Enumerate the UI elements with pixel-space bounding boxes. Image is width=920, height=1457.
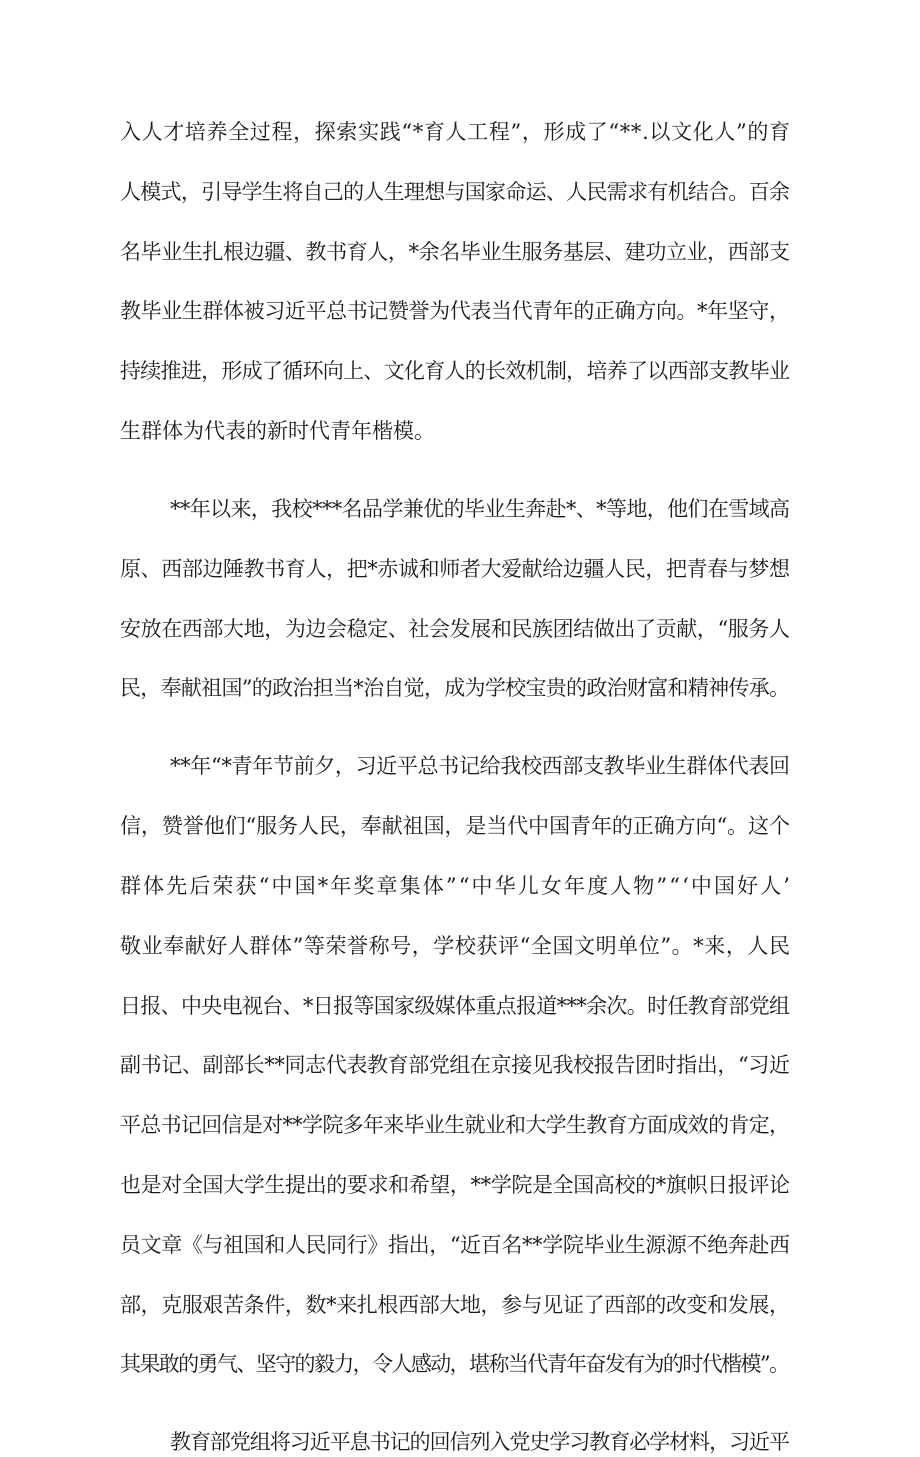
line-text: **年以来，我校***名品学兼优的毕业生奔赴*、*等地，他们在雪域高 bbox=[170, 497, 790, 521]
text-line bbox=[0, 811, 920, 841]
line-text: 副书记、副部长**同志代表教育部党组在京接见我校报告团时指出，“习近 bbox=[120, 1053, 790, 1077]
line-text: 部，克服艰苦条件，数*来扎根西部大地，参与见证了西部的改变和发展， bbox=[120, 1293, 790, 1317]
text-line bbox=[0, 1170, 920, 1200]
line-text: 员文章《与祖国和人民同行》指出，“近百名**学院毕业生源源不绝奔赴西 bbox=[120, 1233, 790, 1257]
text-line bbox=[0, 1427, 920, 1457]
text-line bbox=[0, 117, 920, 147]
text-line bbox=[0, 554, 920, 584]
text-line bbox=[0, 991, 920, 1021]
line-text: 持续推进，形成了循环向上、文化育人的长效机制，培养了以西部支教毕业 bbox=[120, 359, 790, 383]
line-text: **年“*青年节前夕，习近平总书记给我校西部支教毕业生群体代表回 bbox=[170, 754, 790, 778]
line-text: 日报、中央电视台、*日报等国家级媒体重点报道***余次。时任教育部党组 bbox=[120, 994, 790, 1018]
line-text: 其果敢的勇气、坚守的毅力，令人感动，堪称当代青年奋发有为的时代楷模”。 bbox=[120, 1352, 789, 1376]
line-text: 信，赞誉他们“服务人民，奉献祖国，是当代中国青年的正确方向“。这个 bbox=[120, 814, 790, 838]
text-line bbox=[0, 1110, 920, 1140]
text-line bbox=[0, 416, 920, 446]
line-text: 原、西部边陲教书育人，把*赤诚和师者大爱献给边疆人民，把青春与梦想 bbox=[120, 557, 790, 581]
line-text: 也是对全国大学生提出的要求和希望，**学院是全国高校的*旗帜日报评论 bbox=[120, 1173, 790, 1197]
text-line bbox=[0, 614, 920, 644]
text-line bbox=[0, 931, 920, 961]
text-line bbox=[0, 1290, 920, 1320]
text-line bbox=[0, 1349, 920, 1379]
line-text: 敬业奉献好人群体”等荣誉称号，学校获评“全国文明单位”。*来，人民 bbox=[120, 934, 791, 958]
text-line bbox=[0, 1230, 920, 1260]
text-line bbox=[0, 494, 920, 524]
line-text: 民，奉献祖国”的政治担当*治自觉，成为学校宝贵的政治财富和精神传承。 bbox=[120, 676, 790, 700]
text-line bbox=[0, 1050, 920, 1080]
text-line bbox=[0, 177, 920, 207]
text-line bbox=[0, 751, 920, 781]
text-line bbox=[0, 356, 920, 386]
line-text: 群体先后荣获“中国*年奖章集体”“中华儿女年度人物”“‘中国好人’ bbox=[120, 874, 793, 898]
line-text: 教毕业生群体被习近平总书记赞誉为代表当代青年的正确方向。*年坚守， bbox=[120, 299, 790, 323]
text-line bbox=[0, 673, 920, 703]
line-text: 生群体为代表的新时代青年楷模。 bbox=[120, 419, 435, 443]
line-text: 教育部党组将习近平息书记的回信列入党史学习教育必学材料，习近平 bbox=[170, 1430, 789, 1454]
line-text: 安放在西部大地，为边会稳定、社会发展和民族团结做出了贡献，“服务人 bbox=[120, 617, 790, 641]
text-line bbox=[0, 296, 920, 326]
line-text: 平总书记回信是对**学院多年来毕业生就业和大学生教育方面成效的肯定， bbox=[120, 1113, 790, 1137]
text-line bbox=[0, 237, 920, 267]
line-text: 人模式，引导学生将自己的人生理想与国家命运、人民需求有机结合。百余 bbox=[120, 180, 790, 204]
line-text: 入人才培养全过程，探索实践“*育人工程”，形成了“**.以文化人”的育 bbox=[120, 120, 791, 144]
line-text: 名毕业生扎根边疆、教书育人，*余名毕业生服务基层、建功立业，西部支 bbox=[120, 240, 790, 264]
text-line bbox=[0, 871, 920, 901]
